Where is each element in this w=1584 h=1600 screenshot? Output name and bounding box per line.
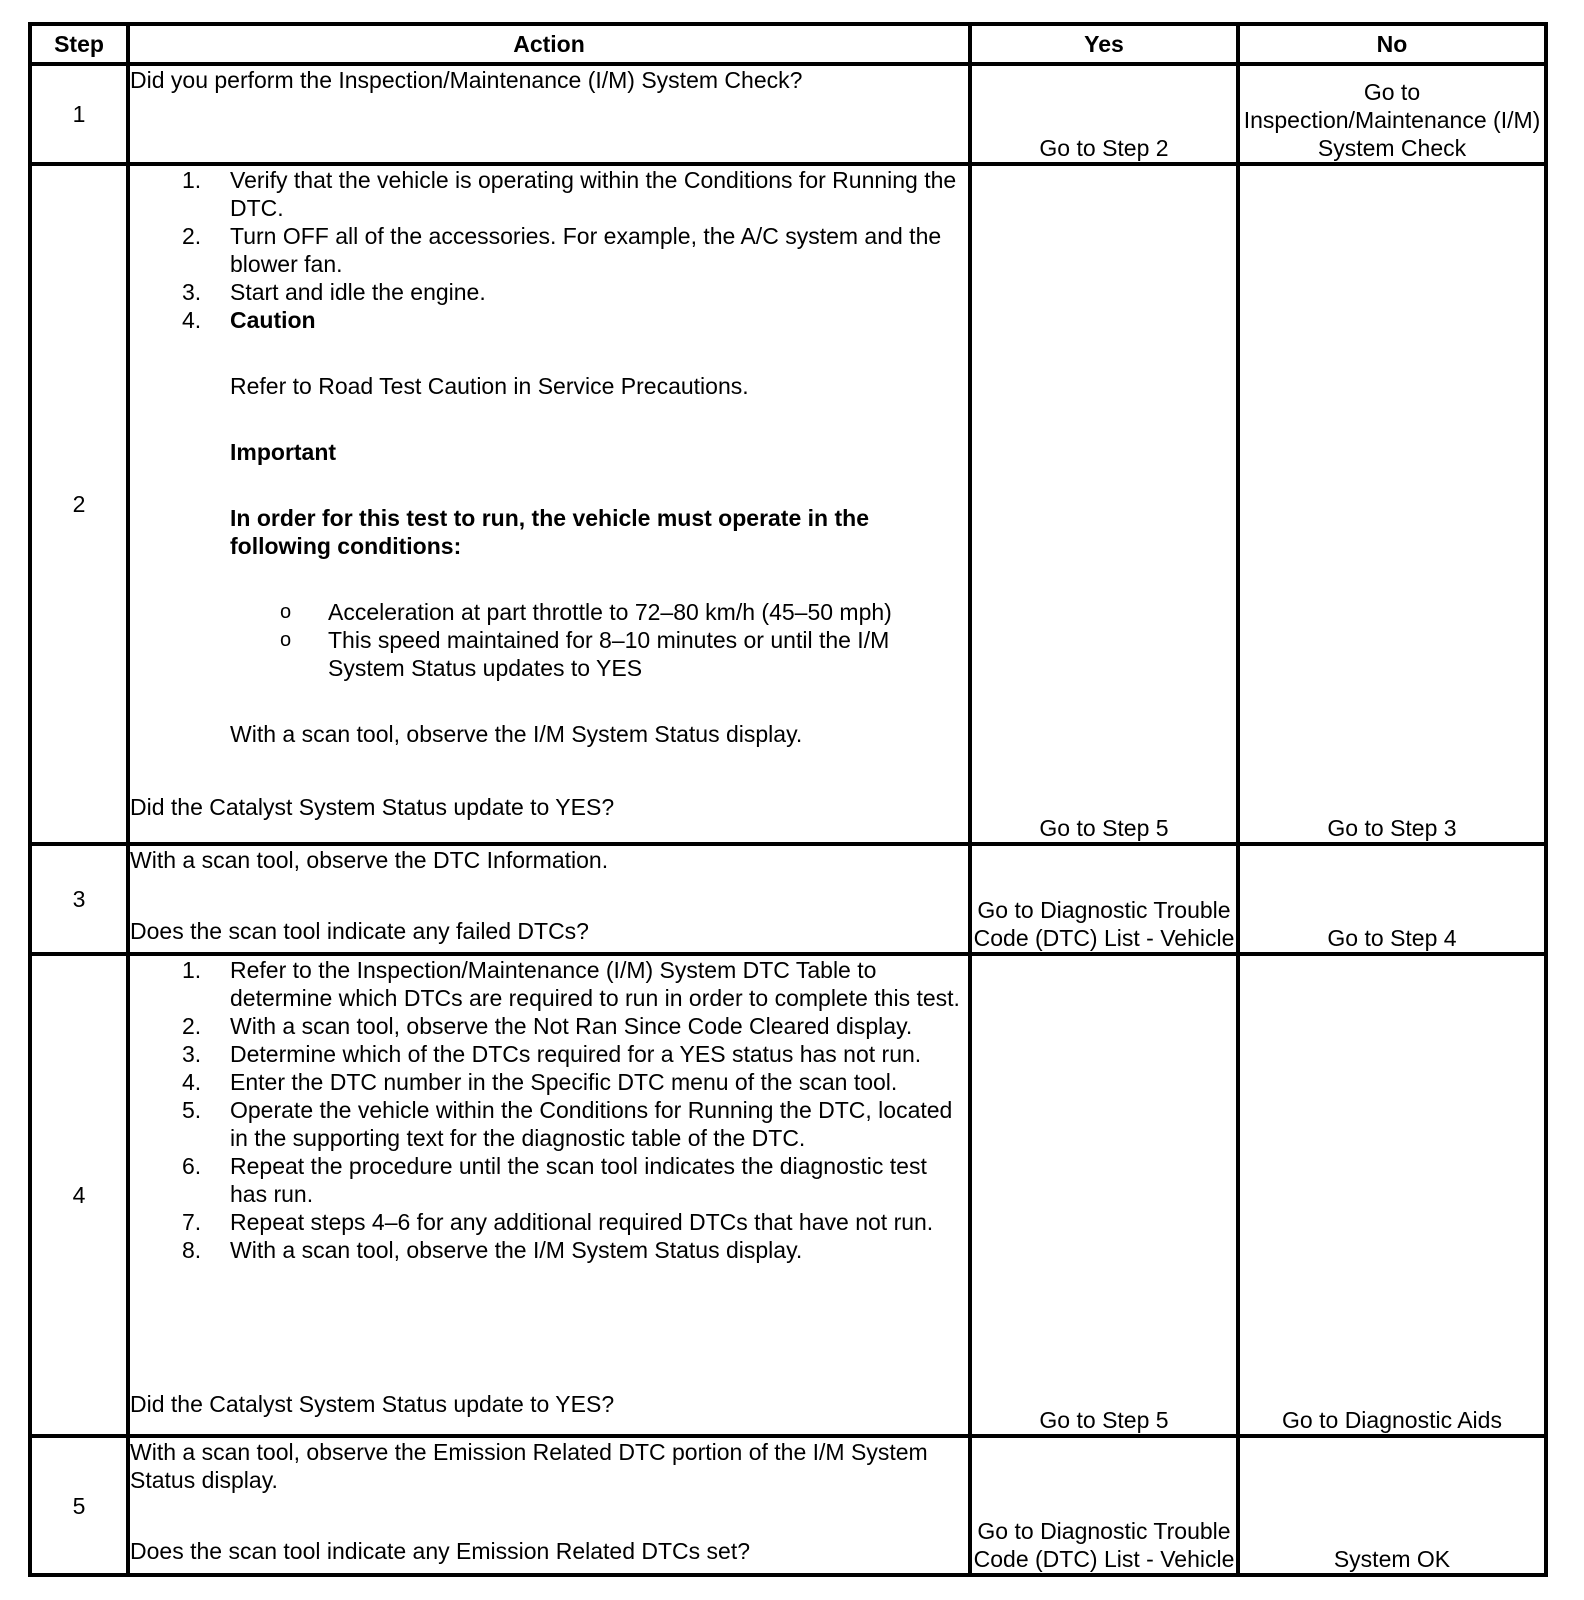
- diagnostic-table: [28, 22, 1548, 1577]
- action-text: With a scan tool, observe the DTC Information.: [130, 847, 609, 874]
- important-text: In order for this test to run, the vehicle must operate in the following conditions:: [230, 504, 869, 559]
- list-item: 2. Turn OFF all of the accessories. For example, the A/C system and the blower fan.: [182, 222, 942, 277]
- header-no: No: [1238, 24, 1546, 64]
- list-item: 5. Operate the vehicle within the Conditions for Running the DTC, located in the supporting text for the diagnostic table of the DTC.: [182, 1096, 953, 1151]
- table-row-step-4: [30, 954, 1546, 1436]
- action-text: With a scan tool, observe the Emission Related DTC portion of the I/M System Status display.: [130, 1439, 928, 1494]
- no-action: Go to Step 3: [1238, 164, 1546, 845]
- list-item: 4. Caution: [182, 306, 316, 333]
- question-text: Did the Catalyst System Status update to YES?: [130, 793, 615, 820]
- table-row-step-2: [30, 164, 1546, 845]
- procedure-list: [130, 166, 968, 334]
- list-item: 7. Repeat steps 4–6 for any additional required DTCs that have not run.: [182, 1208, 934, 1235]
- no-action: System OK: [1238, 1436, 1546, 1575]
- step-number: 1: [30, 64, 128, 164]
- list-item: 2. With a scan tool, observe the Not Ran Since Code Cleared display.: [182, 1012, 913, 1039]
- header-yes: Yes: [970, 24, 1238, 64]
- list-item: 3. Start and idle the engine.: [182, 278, 486, 305]
- list-item: 1. Verify that the vehicle is operating within the Conditions for Running the DTC.: [182, 166, 957, 221]
- list-item: o Acceleration at part throttle to 72–80 km/h (45–50 mph): [280, 598, 892, 625]
- action-cell: [128, 954, 970, 1436]
- yes-action: Go to Step 5: [970, 164, 1238, 845]
- header-step: Step: [30, 24, 128, 64]
- step-number: 2: [30, 164, 128, 845]
- table-row-step-1: [30, 64, 1546, 164]
- procedure-list: [130, 956, 968, 1264]
- header-action: Action: [128, 24, 970, 64]
- step-number: 4: [30, 954, 128, 1436]
- caution-text: Refer to Road Test Caution in Service Precautions.: [230, 372, 749, 399]
- question-text: Did the Catalyst System Status update to YES?: [130, 1390, 615, 1417]
- table-row-step-3: [30, 844, 1546, 954]
- question-text: Does the scan tool indicate any Emission Related DTCs set?: [130, 1538, 751, 1565]
- yes-action: Go to Diagnostic Trouble Code (DTC) List - Vehicle: [970, 844, 1238, 954]
- action-cell: [128, 64, 970, 164]
- action-cell: [128, 1436, 970, 1575]
- list-item: o This speed maintained for 8–10 minutes or until the I/M System Status updates to YES: [280, 626, 890, 681]
- no-action: Go to Diagnostic Aids: [1238, 954, 1546, 1436]
- question-text: Does the scan tool indicate any failed DTCs?: [130, 918, 589, 945]
- action-cell: [128, 844, 970, 954]
- list-item: 6. Repeat the procedure until the scan tool indicates the diagnostic test has run.: [182, 1152, 927, 1207]
- yes-action: Go to Diagnostic Trouble Code (DTC) List - Vehicle: [970, 1436, 1238, 1575]
- yes-action: Go to Step 2: [970, 64, 1238, 164]
- list-item: 1. Refer to the Inspection/Maintenance (I/M) System DTC Table to determine which DTCs are required to run in order to complete this test.: [182, 956, 960, 1011]
- step-number: 5: [30, 1436, 128, 1575]
- header-row: [30, 24, 1546, 64]
- yes-action: Go to Step 5: [970, 954, 1238, 1436]
- table-row-step-5: [30, 1436, 1546, 1575]
- list-item: 8. With a scan tool, observe the I/M System Status display.: [182, 1236, 803, 1263]
- no-action: Go to Inspection/Maintenance (I/M) System Check: [1238, 64, 1546, 164]
- observe-text: With a scan tool, observe the I/M System Status display.: [230, 720, 803, 747]
- question-text: Did you perform the Inspection/Maintenance (I/M) System Check?: [130, 67, 803, 93]
- action-cell: [128, 164, 970, 845]
- step-number: 3: [30, 844, 128, 954]
- conditions-list: [130, 598, 968, 682]
- no-action: Go to Step 4: [1238, 844, 1546, 954]
- list-item: 4. Enter the DTC number in the Specific DTC menu of the scan tool.: [182, 1068, 898, 1095]
- list-item: 3. Determine which of the DTCs required for a YES status has not run.: [182, 1040, 922, 1067]
- important-label: Important: [230, 438, 337, 465]
